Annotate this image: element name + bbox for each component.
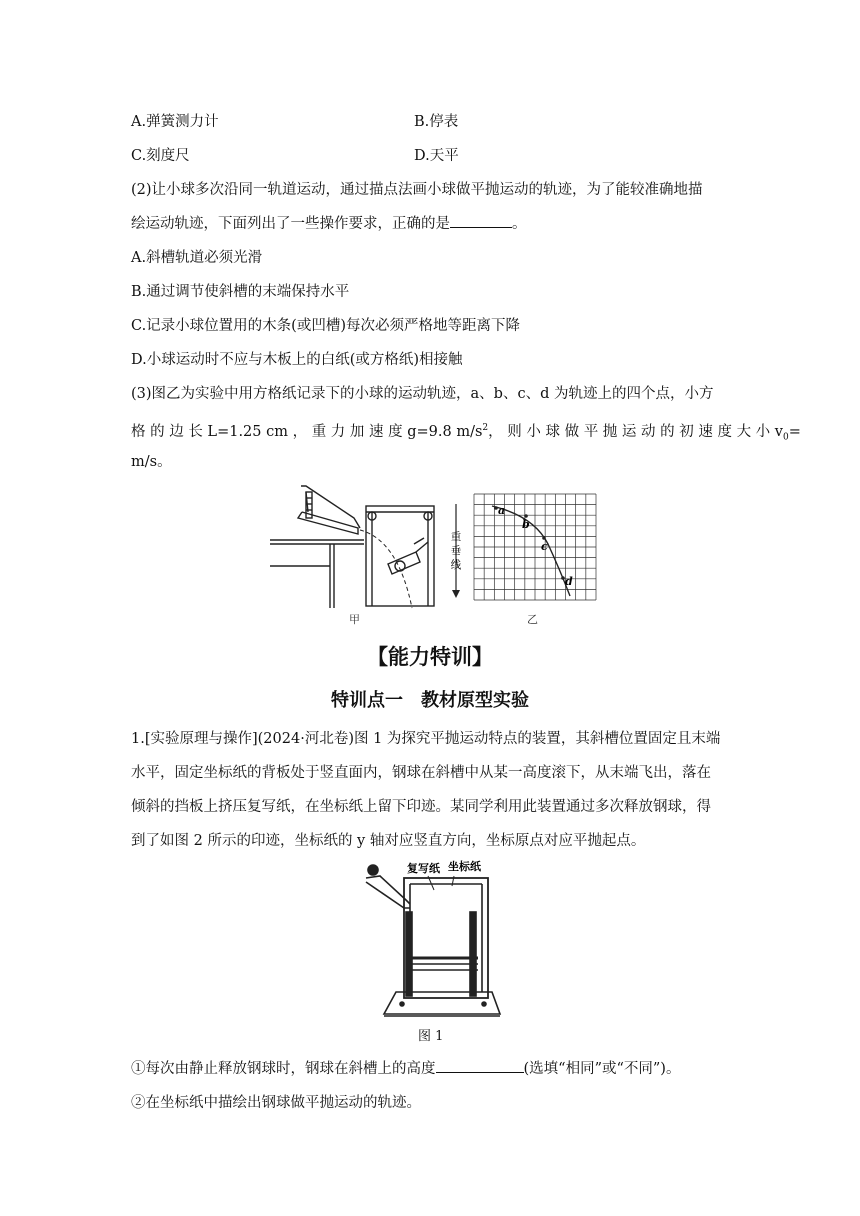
figure-jia-caption: 甲 bbox=[349, 613, 360, 626]
q1-option-d: D.天平 bbox=[414, 148, 459, 164]
sub1-line bbox=[131, 1058, 680, 1079]
figure-1-caption: 图 1 bbox=[418, 1029, 444, 1044]
label-coord-paper: 坐标纸 bbox=[448, 860, 481, 873]
section-title: 【能力特训】 bbox=[367, 645, 493, 669]
figure-jia-apparatus bbox=[268, 482, 448, 610]
q1-option-row-1 bbox=[131, 112, 459, 132]
q1-option-a: A.弹簧测力计 bbox=[131, 114, 219, 130]
point-a-label: a bbox=[498, 504, 506, 517]
plumb-label-3: 线 bbox=[450, 559, 462, 571]
q3-line-2 bbox=[131, 418, 801, 448]
q2-option-b: B.通过调节使斜槽的末端保持水平 bbox=[131, 284, 350, 300]
sub1-answer-blank[interactable] bbox=[436, 1058, 524, 1073]
problem1-line-4: 到了如图 2 所示的印迹，坐标纸的 y 轴对应竖直方向，坐标原点对应平抛起点。 bbox=[131, 833, 646, 849]
point-d-label: d bbox=[565, 575, 573, 588]
figure-1-apparatus bbox=[356, 858, 506, 1020]
sub2-line: ②在坐标纸中描绘出钢球做平抛运动的轨迹。 bbox=[131, 1095, 421, 1111]
q2-line-2 bbox=[131, 213, 527, 234]
label-copy-paper: 复写纸 bbox=[407, 862, 440, 875]
q1-option-c: C.刻度尺 bbox=[131, 148, 190, 164]
q2-line-2-end: 。 bbox=[512, 216, 527, 232]
plumb-label-1: 重 bbox=[450, 531, 462, 543]
sub1-hint: (选填“相同”或“不同”)。 bbox=[523, 1061, 681, 1077]
point-c-label: c bbox=[541, 540, 548, 553]
figure-yi-caption: 乙 bbox=[527, 613, 538, 626]
q2-option-d: D.小球运动时不应与木板上的白纸(或方格纸)相接触 bbox=[131, 352, 463, 368]
sub1-text: ①每次由静止释放钢球时，钢球在斜槽上的高度 bbox=[131, 1061, 436, 1077]
figure-yi-grid bbox=[448, 490, 598, 602]
problem1-line-3: 倾斜的挡板上挤压复写纸，在坐标纸上留下印迹。某同学利用此装置通过多次释放钢球，得 bbox=[131, 799, 711, 815]
q3-superscript: 2 bbox=[482, 423, 489, 433]
plumb-label-2: 垂 bbox=[450, 545, 462, 557]
q1-option-row-2 bbox=[131, 146, 459, 166]
q2-answer-blank[interactable] bbox=[450, 213, 512, 228]
q2-line-1: (2)让小球多次沿同一轨道运动，通过描点法画小球做平抛运动的轨迹，为了能较准确地描 bbox=[131, 182, 703, 198]
point-b-label: b bbox=[522, 518, 530, 531]
q3-line-1: (3)图乙为实验中用方格纸记录下的小球的运动轨迹，a、b、c、d 为轨迹上的四个点，小方 bbox=[131, 386, 714, 402]
q1-option-b: B.停表 bbox=[414, 114, 459, 130]
q2-line-2-text: 绘运动轨迹，下面列出了一些操作要求，正确的是 bbox=[131, 216, 450, 232]
q3-line-2-part-c: = bbox=[788, 423, 801, 440]
q2-option-c: C.记录小球位置用的木条(或凹槽)每次必须严格地等距离下降 bbox=[131, 318, 520, 334]
q3-line-2-part-a: 格 的 边 长 L=1.25 cm ， 重 力 加 速 度 g=9.8 m/s bbox=[131, 423, 483, 440]
q2-option-a: A.斜槽轨道必须光滑 bbox=[131, 250, 263, 266]
subsection-title: 特训点一 教材原型实验 bbox=[331, 690, 529, 711]
q3-line-3: m/s。 bbox=[131, 454, 172, 470]
problem1-line-1: 1.[实验原理与操作](2024·河北卷)图 1 为探究平抛运动特点的装置，其斜槽位置固定且末端 bbox=[131, 731, 721, 747]
problem1-line-2: 水平，固定坐标纸的背板处于竖直面内，钢球在斜槽中从某一高度滚下，从末端飞出，落在 bbox=[131, 765, 711, 781]
q3-line-2-part-b: ， 则 小 球 做 平 抛 运 动 的 初 速 度 大 小 v bbox=[488, 423, 783, 440]
q3-subscript: 0 bbox=[782, 432, 789, 443]
